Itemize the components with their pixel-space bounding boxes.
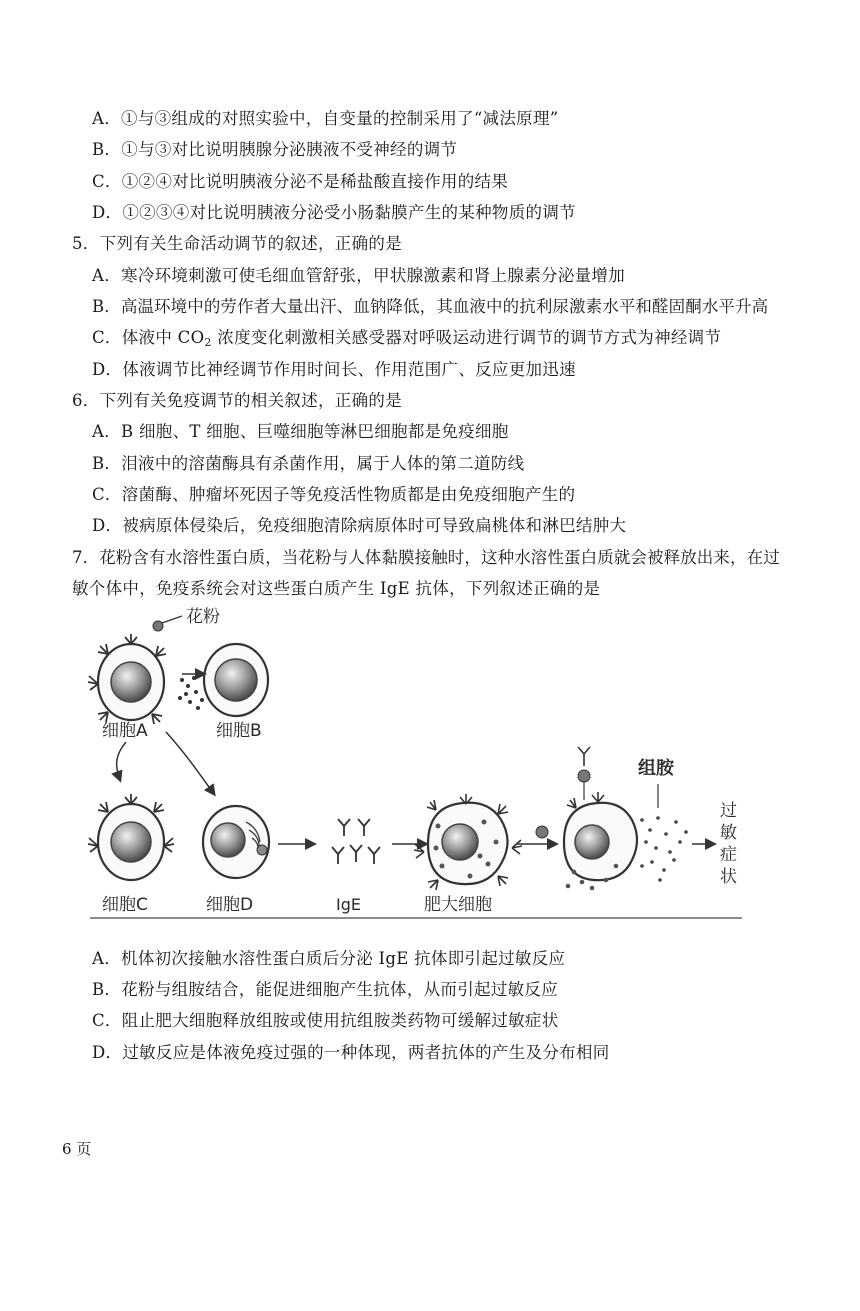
pollen-grain [153, 621, 163, 631]
cell-d [203, 806, 269, 878]
arrow-a-to-c [117, 742, 126, 780]
q5-option-b: B．高温环境中的劳作者大量出汗、血钠降低，其血液中的抗利尿激素水平和醛固酮水平升高 [92, 297, 769, 316]
q4-option-c: C．①②④对比说明胰液分泌不是稀盐酸直接作用的结果 [92, 172, 509, 191]
allergy-char-2: 敏 [720, 823, 737, 843]
q5-option-d: D．体液调节比神经调节作用时间长、作用范围广、反应更加迅速 [92, 360, 576, 379]
q4-option-d: D．①②③④对比说明胰液分泌受小肠黏膜产生的某种物质的调节 [92, 203, 576, 222]
arrow-a-to-d [166, 732, 214, 794]
cell-c-label: 细胞C [102, 895, 148, 915]
q5-option-c-sub: 2 [204, 336, 212, 349]
q7-option-d: D．过敏反应是体液免疫过强的一种体现，两者抗体的产生及分布相同 [92, 1043, 610, 1062]
pollen-label: 花粉 [186, 607, 220, 627]
ige-label: IgE [336, 895, 361, 914]
q4-option-a: A．①与③组成的对照实验中，自变量的控制采用了“减法原理” [92, 109, 559, 128]
page-number: 6 页 [62, 1140, 92, 1158]
allergy-symptoms-label [720, 801, 737, 887]
histamine-release [640, 816, 688, 882]
q7-option-a: A．机体初次接触水溶性蛋白质后分泌 IgE 抗体即引起过敏反应 [92, 949, 566, 968]
q6-option-d: D．被病原体侵染后，免疫细胞清除病原体时可导致扁桃体和淋巴结肿大 [92, 516, 627, 535]
q6-option-b: B．泪液中的溶菌酶具有杀菌作用，属于人体的第二道防线 [92, 454, 525, 473]
q6-option-c: C．溶菌酶、肿瘤坏死因子等免疫活性物质都是由免疫细胞产生的 [92, 485, 576, 504]
ige-antibodies [332, 819, 380, 864]
allergy-char-1: 过 [720, 801, 737, 821]
mast-cell [414, 794, 522, 890]
cell-c [88, 794, 174, 880]
q6-option-a: A．B 细胞、T 细胞、巨噬细胞等淋巴细胞都是免疫细胞 [92, 422, 509, 441]
q7-option-c: C．阻止肥大细胞释放组胺或使用抗组胺类药物可缓解过敏症状 [92, 1011, 559, 1030]
cell-b [204, 644, 268, 716]
q4-option-b: B．①与③对比说明胰腺分泌胰液不受神经的调节 [92, 140, 458, 159]
q5-option-c-pre: C．体液中 CO [92, 328, 205, 347]
q7-stem-line1: 7．花粉含有水溶性蛋白质，当花粉与人体黏膜接触时，这种水溶性蛋白质就会被释放出来，在过 [72, 548, 780, 567]
cell-a-label: 细胞A [102, 721, 148, 741]
q5-option-c [92, 327, 721, 349]
q5-option-c-post: 浓度变化刺激相关感受器对呼吸运动进行调节的调节方式为神经调节 [211, 328, 722, 347]
q7-option-b: B．花粉与组胺结合，能促进细胞产生抗体，从而引起过敏反应 [92, 980, 559, 999]
allergy-char-3: 症 [720, 845, 737, 865]
cell-b-label: 细胞B [216, 721, 262, 741]
q5-option-a: A．寒冷环境刺激可使毛细血管舒张，甲状腺激素和肾上腺素分泌量增加 [92, 266, 626, 285]
q7-stem-line2: 敏个体中，免疫系统会对这些蛋白质产生 IgE 抗体，下列叙述正确的是 [72, 579, 601, 598]
degranulating-mast-cell [564, 747, 637, 890]
secretion-dots [178, 676, 204, 710]
mast-cell-label: 肥大细胞 [424, 895, 492, 915]
allergen-grain [536, 826, 548, 838]
histamine-label: 组胺 [638, 758, 674, 779]
allergy-char-4: 状 [720, 867, 737, 887]
cell-d-label: 细胞D [206, 895, 254, 915]
cell-a [88, 616, 182, 724]
allergy-mechanism-figure [86, 604, 742, 924]
q6-stem: 6．下列有关免疫调节的相关叙述，正确的是 [72, 391, 402, 410]
q5-stem: 5．下列有关生命活动调节的叙述，正确的是 [72, 234, 402, 253]
